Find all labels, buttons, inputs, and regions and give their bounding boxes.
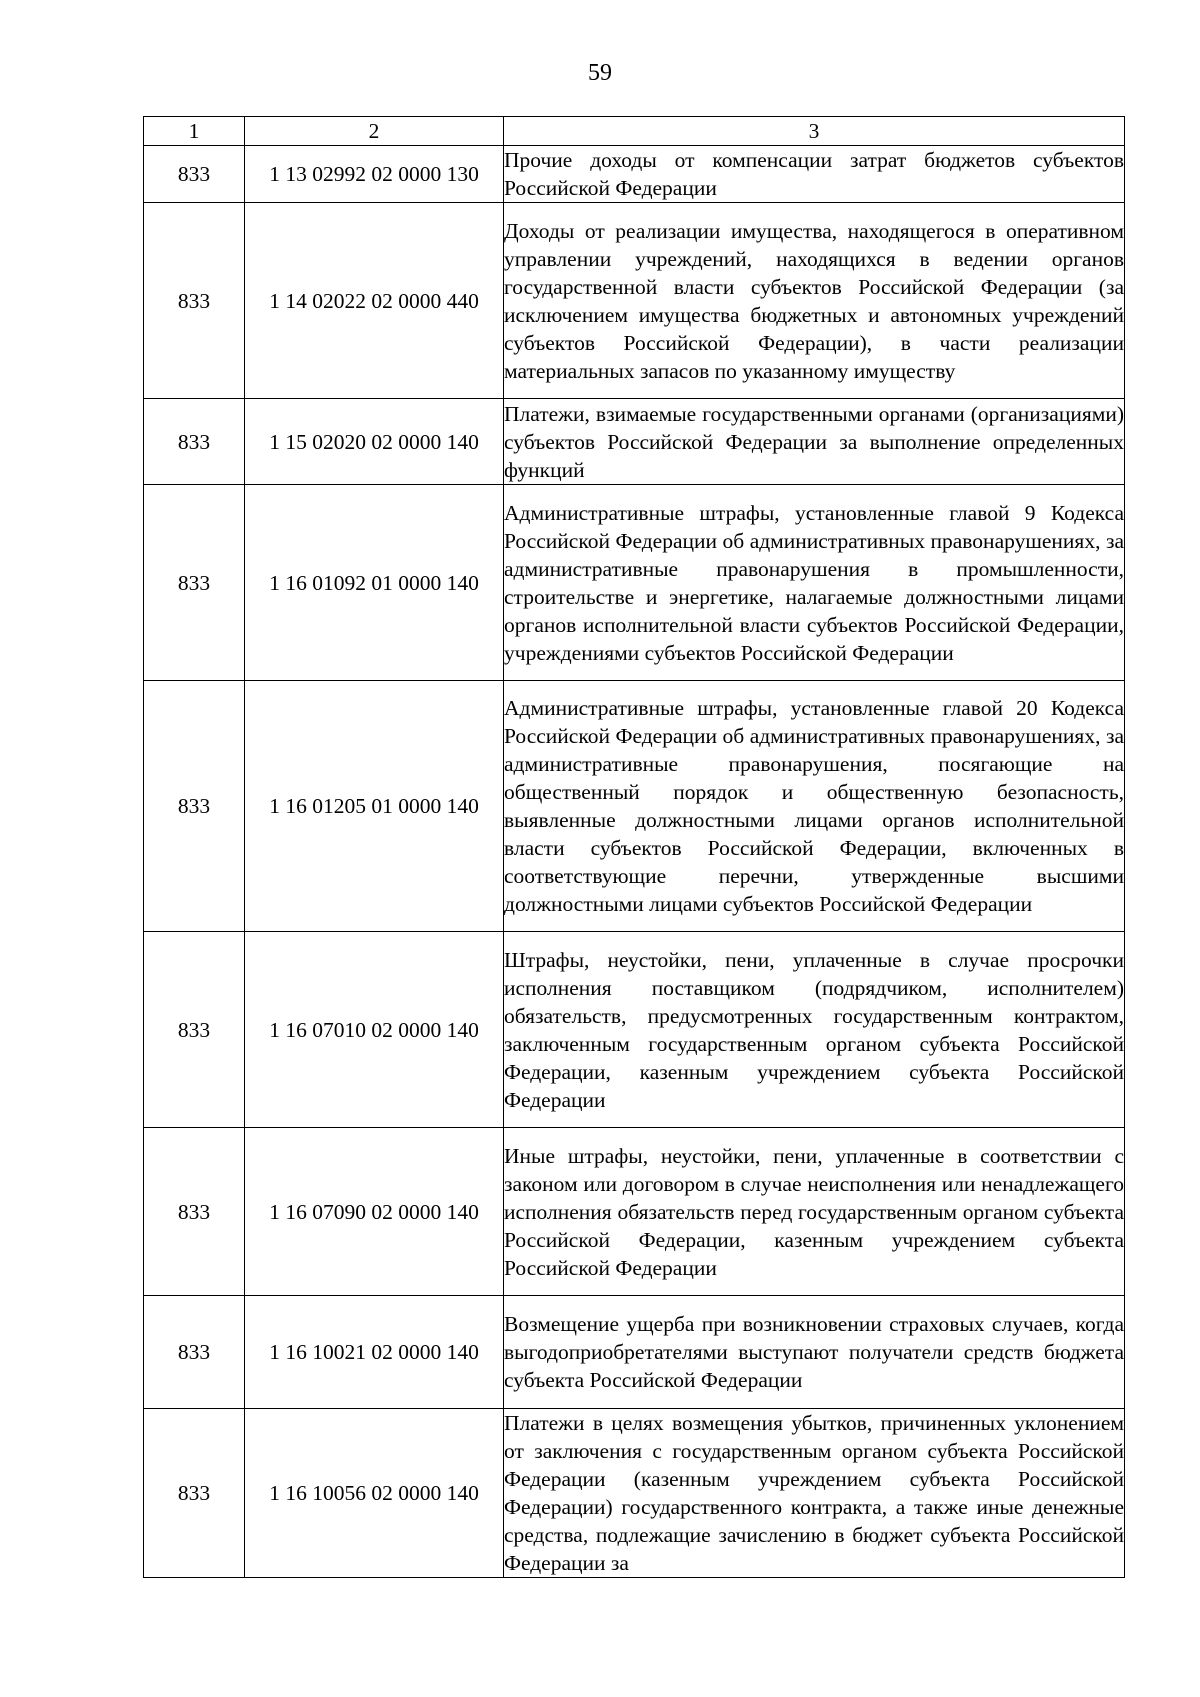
column-header-1: 1 (144, 117, 245, 146)
administrator-code: 833 (144, 932, 245, 1128)
budget-classification-code: 1 14 02022 02 0000 440 (245, 203, 504, 399)
administrator-code: 833 (144, 485, 245, 681)
column-header-2: 2 (245, 117, 504, 146)
administrator-code: 833 (144, 1128, 245, 1296)
table-row (144, 485, 1125, 681)
revenue-description: Административные штрафы, установленные главой 20 Кодекса Российской Федерации об административных правонарушениях, за административные правонарушения, посягающие на общественный порядок и общественную безопасность, выявленные должностными лицами органов исполнительной власти субъектов Российской Федерации, включенных в соответствующие перечни, утвержденные высшими должностными лицами субъектов Российской Федерации (504, 681, 1125, 932)
table-row (144, 1128, 1125, 1296)
column-header-3: 3 (504, 117, 1125, 146)
table-row (144, 681, 1125, 932)
budget-classification-code: 1 13 02992 02 0000 130 (245, 146, 504, 203)
revenue-description: Иные штрафы, неустойки, пени, уплаченные в соответствии с законом или договором в случае неисполнения или ненадлежащего исполнения обязательств перед государственным органом субъекта Российской Федерации, казенным учреждением субъекта Российской Федерации (504, 1128, 1125, 1296)
administrator-code: 833 (144, 1409, 245, 1578)
budget-classification-code: 1 16 01092 01 0000 140 (245, 485, 504, 681)
revenue-code-table (143, 116, 1125, 1578)
budget-classification-code: 1 16 07010 02 0000 140 (245, 932, 504, 1128)
table-row (144, 932, 1125, 1128)
table-row (144, 146, 1125, 203)
revenue-description: Штрафы, неустойки, пени, уплаченные в случае просрочки исполнения поставщиком (подрядчиком, исполнителем) обязательств, предусмотренных государственным контрактом, заключенным государственным органом субъекта Российской Федерации, казенным учреждением субъекта Российской Федерации (504, 932, 1125, 1128)
administrator-code: 833 (144, 681, 245, 932)
table-row (144, 1296, 1125, 1409)
administrator-code: 833 (144, 203, 245, 399)
table-row (144, 1409, 1125, 1578)
budget-classification-code: 1 15 02020 02 0000 140 (245, 399, 504, 485)
budget-classification-code: 1 16 10021 02 0000 140 (245, 1296, 504, 1409)
revenue-description: Доходы от реализации имущества, находящегося в оперативном управлении учреждений, находящихся в ведении органов государственной власти субъектов Российской Федерации (за исключением имущества бюджетных и автономных учреждений субъектов Российской Федерации), в части реализации материальных запасов по указанному имуществу (504, 203, 1125, 399)
table-row (144, 203, 1125, 399)
table-row (144, 399, 1125, 485)
page-number: 59 (588, 60, 612, 86)
table-header-row (144, 117, 1125, 146)
budget-classification-code: 1 16 07090 02 0000 140 (245, 1128, 504, 1296)
revenue-description: Платежи в целях возмещения убытков, причиненных уклонением от заключения с государственным органом субъекта Российской Федерации (казенным учреждением субъекта Российской Федерации) государственного контракта, а также иные денежные средства, подлежащие зачислению в бюджет субъекта Российской Федерации за (504, 1409, 1125, 1578)
administrator-code: 833 (144, 399, 245, 485)
budget-classification-code: 1 16 10056 02 0000 140 (245, 1409, 504, 1578)
revenue-description: Возмещение ущерба при возникновении страховых случаев, когда выгодоприобретателями выступают получатели средств бюджета субъекта Российской Федерации (504, 1296, 1125, 1409)
budget-classification-code: 1 16 01205 01 0000 140 (245, 681, 504, 932)
administrator-code: 833 (144, 1296, 245, 1409)
revenue-description: Прочие доходы от компенсации затрат бюджетов субъектов Российской Федерации (504, 146, 1125, 203)
revenue-description: Платежи, взимаемые государственными органами (организациями) субъектов Российской Федерации за выполнение определенных функций (504, 399, 1125, 485)
administrator-code: 833 (144, 146, 245, 203)
revenue-description: Административные штрафы, установленные главой 9 Кодекса Российской Федерации об административных правонарушениях, за административные правонарушения в промышленности, строительстве и энергетике, налагаемые должностными лицами органов исполнительной власти субъектов Российской Федерации, учреждениями субъектов Российской Федерации (504, 485, 1125, 681)
